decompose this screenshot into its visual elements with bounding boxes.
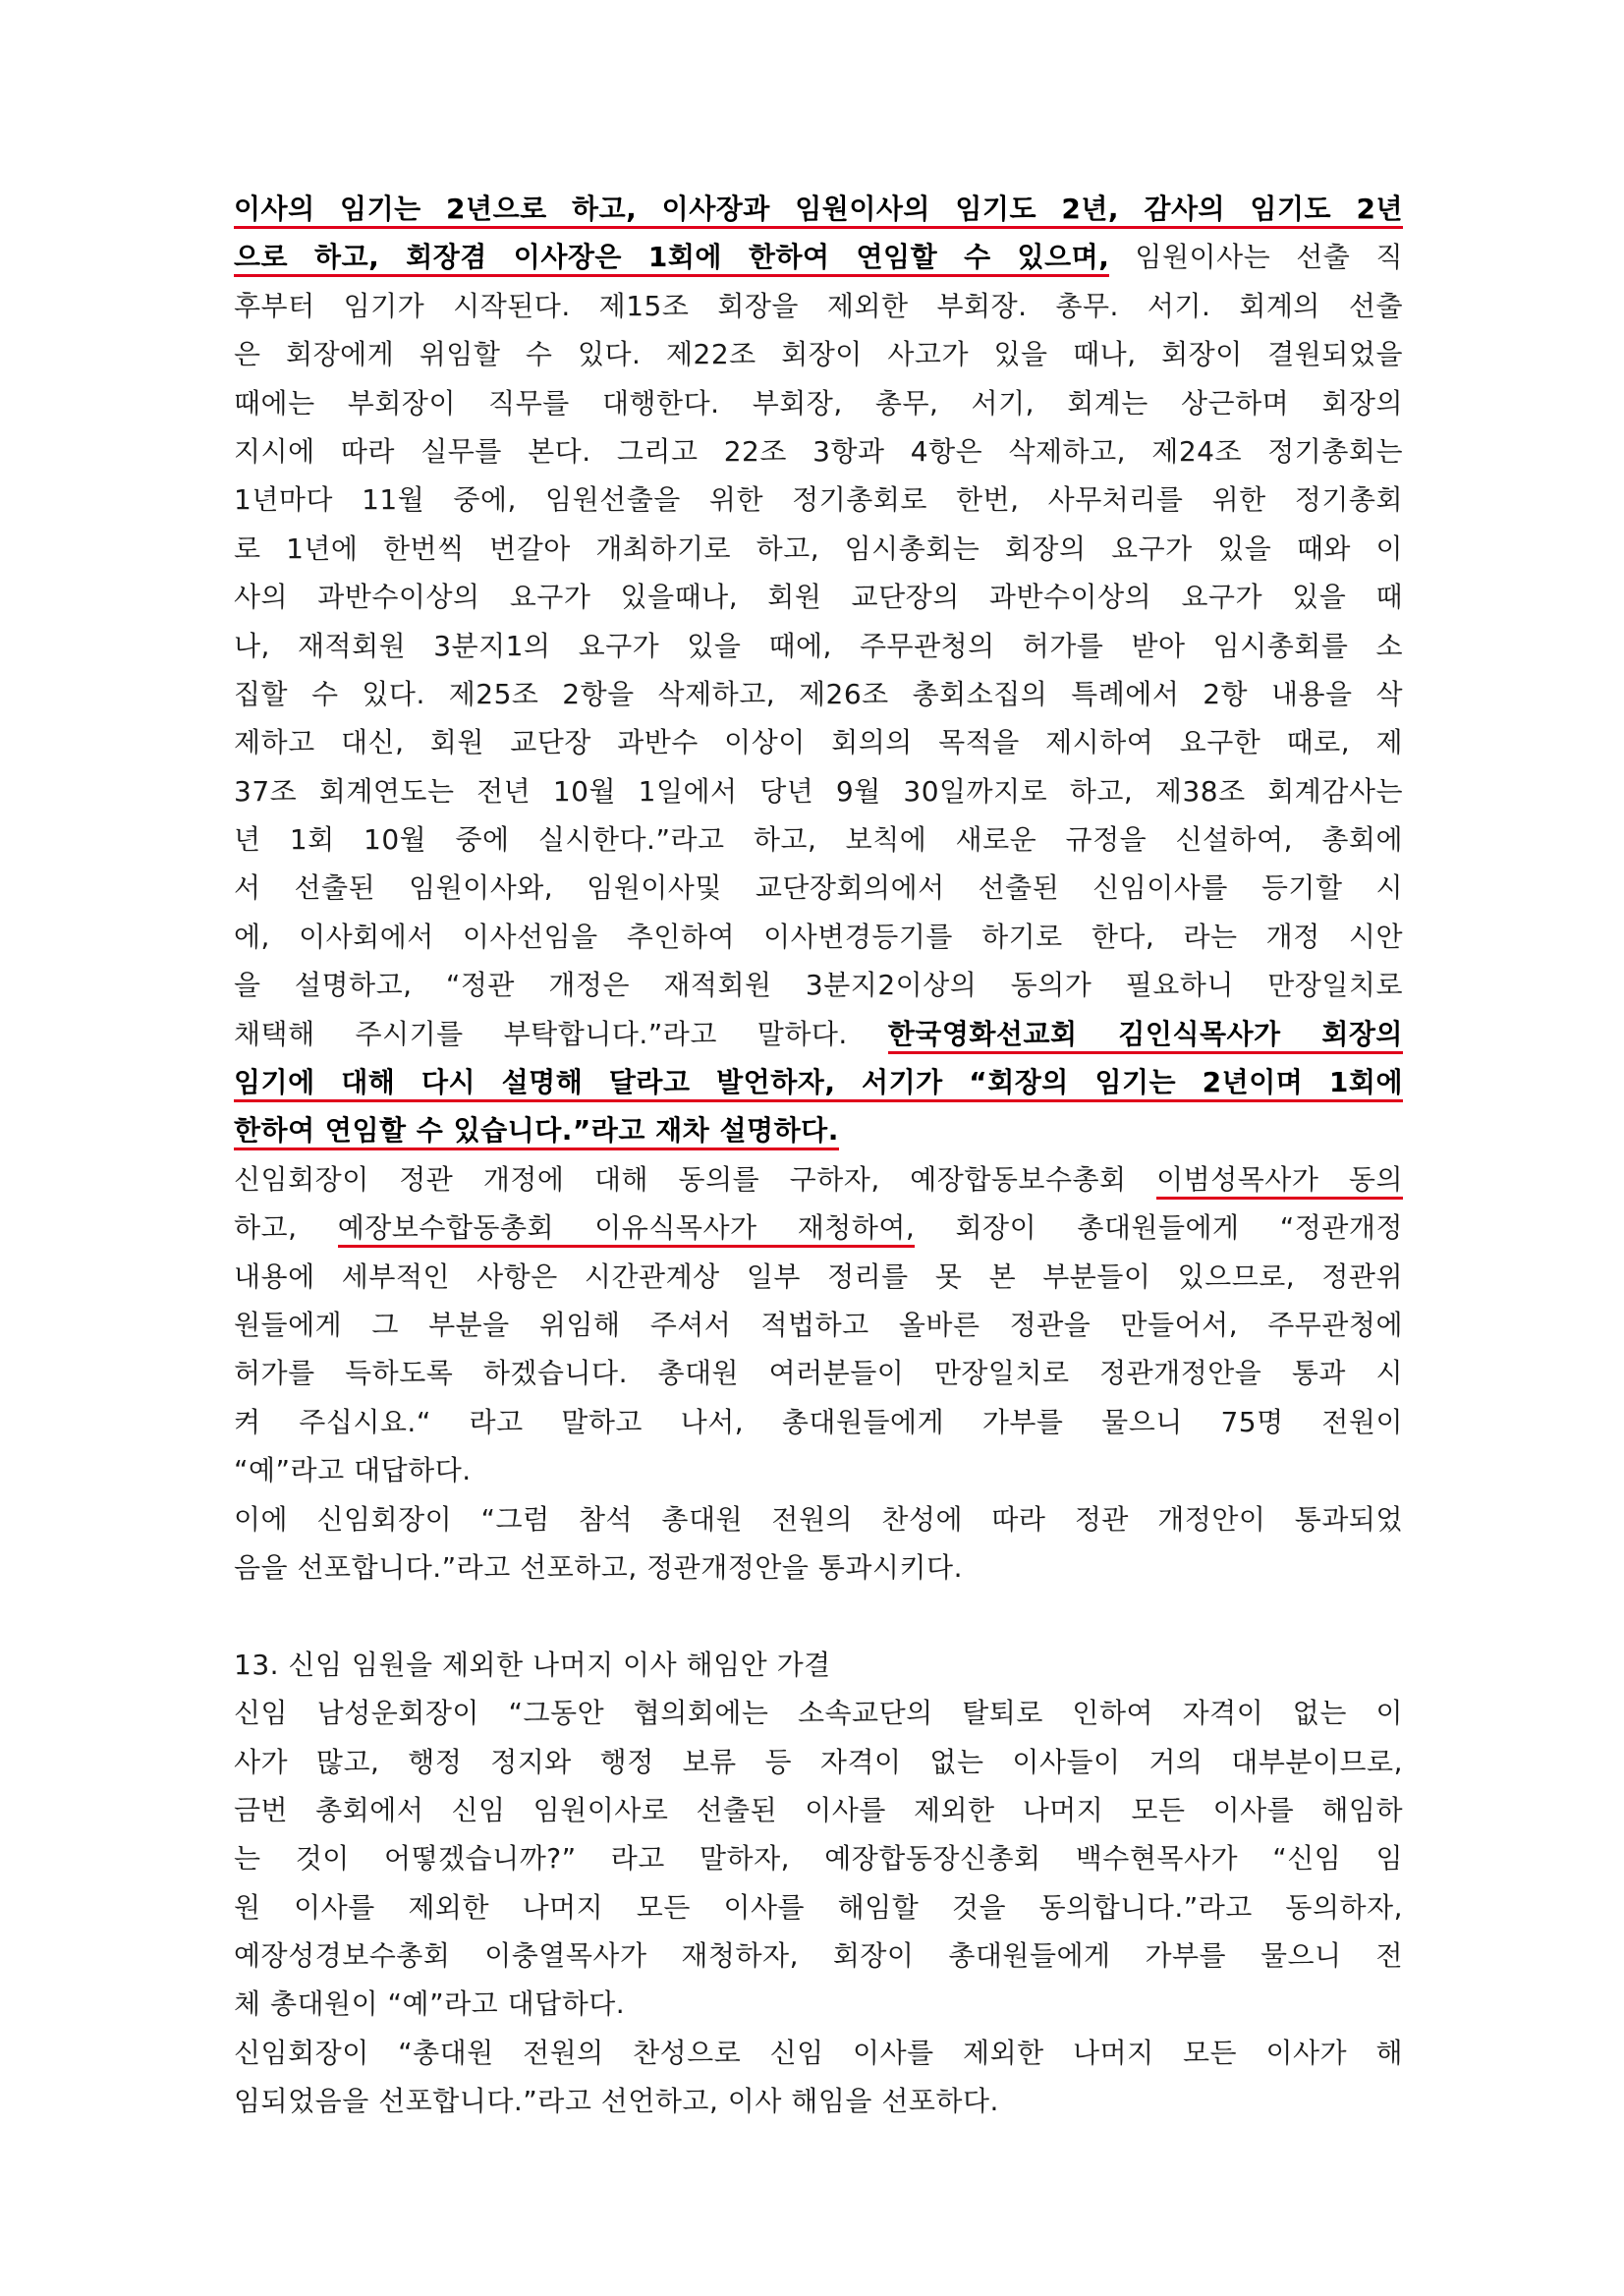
text-segment: 에, 이사회에서 이사선임을 추인하여 이사변경등기를 하기로 한다, 라는 개정 시안: [234, 920, 1403, 953]
text-line: [234, 1398, 1403, 1446]
blank-line: [234, 1592, 1403, 1640]
text-segment: 금번 총회에서 신임 임원이사로 선출된 이사를 제외한 나머지 모든 이사를 해임하: [234, 1793, 1403, 1826]
text-segment: 집할 수 있다. 제25조 2항을 삭제하고, 제26조 총회소집의 특례에서 2항 내용을 삭: [234, 677, 1403, 710]
text-line: [234, 1010, 1403, 1058]
text-line: [234, 1495, 1403, 1543]
text-line: [234, 1932, 1403, 1980]
text-segment: 1년마다 11월 중에, 임원선출을 위한 정기총회로 한번, 사무처리를 위한 정기총회: [234, 483, 1403, 517]
text-segment: 는 것이 어떻겠습니까?” 라고 말하자, 예장합동장신총회 백수현목사가 “신임 임: [234, 1842, 1403, 1876]
paragraph-articles-amendment: [234, 185, 1403, 1155]
text-line: [234, 718, 1403, 766]
text-line: [234, 1980, 1403, 2028]
text-line: [234, 815, 1403, 864]
paragraph-director-dismissal: [234, 1689, 1403, 2029]
text-line: [234, 961, 1403, 1009]
text-line: [234, 525, 1403, 573]
text-line: [234, 282, 1403, 330]
paragraph-amendment-vote: [234, 1155, 1403, 1495]
text-segment: 은 회장에게 위임할 수 있다. 제22조 회장이 사고가 있을 때나, 회장이 결원되었을: [234, 338, 1403, 371]
paragraph-amendment-passed: [234, 1495, 1403, 1593]
text-line: [234, 1349, 1403, 1397]
paragraph-dismissal-declared: [234, 2029, 1403, 2126]
text-line: [234, 1446, 1403, 1494]
text-line: [234, 1786, 1403, 1834]
text-line: [234, 1106, 1403, 1154]
text-segment: 켜 주십시요.“ 라고 말하고 나서, 총대원들에게 가부를 물으니 75명 전원이: [234, 1405, 1403, 1438]
underlined-text: 예장보수합동총회 이유식목사가 재청하여,: [338, 1211, 916, 1248]
text-segment: 이에 신임회장이 “그럼 참석 총대원 전원의 찬성에 따라 정관 개정안이 통과되었: [234, 1502, 1403, 1536]
text-segment: 하고,: [234, 1211, 338, 1245]
text-line: [234, 913, 1403, 961]
text-segment: 로 1년에 한번씩 번갈아 개최하기로 하고, 임시총회는 회장의 요구가 있을 때와 이: [234, 532, 1403, 565]
text-line: [234, 1253, 1403, 1301]
text-segment: 을 설명하고, “정관 개정은 재적회원 3분지2이상의 동의가 필요하니 만장일치로: [234, 969, 1403, 1002]
text-segment: 사의 과반수이상의 요구가 있을때나, 회원 교단장의 과반수이상의 요구가 있을 때: [234, 581, 1403, 614]
document-body: [234, 185, 1403, 2126]
text-segment: 내용에 세부적인 사항은 시간관계상 일부 정리를 못 본 부분들이 있으므로, 정관위: [234, 1260, 1403, 1293]
text-segment: 서 선출된 임원이사와, 임원이사및 교단장회의에서 선출된 신임이사를 등기할 시: [234, 871, 1403, 905]
text-segment: 임되었음을 선포합니다.”라고 선언하고, 이사 해임을 선포하다.: [234, 2085, 999, 2118]
text-line: [234, 670, 1403, 718]
text-line: [234, 233, 1403, 281]
text-segment: 신임회장이 정관 개정에 대해 동의를 구하자, 예장합동보수총회: [234, 1162, 1157, 1196]
text-segment: 채택해 주시기를 부탁합니다.”라고 말하다.: [234, 1017, 888, 1050]
text-line: [234, 573, 1403, 621]
highlighted-text: 이사의 임기는 2년으로 하고, 이사장과 임원이사의 임기도 2년, 감사의 임기도 2년: [234, 193, 1403, 229]
text-segment: 원들에게 그 부분을 위임해 주셔서 적법하고 올바른 정관을 만들어서, 주무관청에: [234, 1308, 1403, 1341]
text-line: [234, 2077, 1403, 2125]
text-segment: 후부터 임기가 시작된다. 제15조 회장을 제외한 부회장. 총무. 서기. 회계의 선출: [234, 289, 1403, 322]
text-segment: 허가를 득하도록 하겠습니다. 총대원 여러분들이 만장일치로 정관개정안을 통과 시: [234, 1357, 1403, 1390]
text-segment: 때에는 부회장이 직무를 대행한다. 부회장, 총무, 서기, 회계는 상근하며 회장의: [234, 386, 1403, 420]
text-segment: 임원이사는 선출 직: [1109, 241, 1403, 274]
text-line: [234, 2029, 1403, 2077]
text-line: [234, 330, 1403, 378]
text-line: [234, 185, 1403, 233]
text-line: [234, 864, 1403, 912]
text-segment: 신임 남성운회장이 “그동안 협의회에는 소속교단의 탈퇴로 인하여 자격이 없는 이: [234, 1697, 1403, 1730]
text-segment: 예장성경보수총회 이충열목사가 재청하자, 회장이 총대원들에게 가부를 물으니 전: [234, 1939, 1403, 1973]
highlighted-text: 임기에 대해 다시 설명해 달라고 발언하자, 서기가 “회장의 임기는 2년이며 1회에: [234, 1066, 1403, 1102]
text-line: [234, 1738, 1403, 1786]
text-segment: 음을 선포합니다.”라고 선포하고, 정관개정안을 통과시키다.: [234, 1550, 963, 1584]
text-line: [234, 1883, 1403, 1932]
text-segment: 나, 재적회원 3분지1의 요구가 있을 때에, 주무관청의 허가를 받아 임시총회를 소: [234, 629, 1403, 662]
text-segment: 년 1회 10월 중에 실시한다.”라고 하고, 보칙에 새로운 규정을 신설하여, 총회에: [234, 823, 1403, 857]
text-segment: 신임회장이 “총대원 전원의 찬성으로 신임 이사를 제외한 나머지 모든 이사가 해: [234, 2036, 1403, 2069]
text-line: [234, 379, 1403, 427]
text-segment: 지시에 따라 실무를 본다. 그리고 22조 3항과 4항은 삭제하고, 제24조 정기총회는: [234, 434, 1403, 468]
text-segment: 회장이 총대원들에게 “정관개정: [915, 1211, 1403, 1245]
text-line: [234, 767, 1403, 815]
text-segment: 사가 많고, 행정 정지와 행정 보류 등 자격이 없는 이사들이 거의 대부분이므로,: [234, 1745, 1403, 1778]
text-line: [234, 427, 1403, 476]
underlined-text: 이범성목사가 동의: [1156, 1163, 1403, 1200]
section-13-heading: 13. 신임 임원을 제외한 나머지 이사 해임안 가결: [234, 1648, 831, 1681]
text-line: [234, 1689, 1403, 1737]
text-segment: 체 총대원이 “예”라고 대답하다.: [234, 1988, 626, 2021]
text-line: [234, 1543, 1403, 1592]
text-line: [234, 1301, 1403, 1349]
highlighted-text: 한하여 연임할 수 있습니다.”라고 재차 설명하다.: [234, 1114, 839, 1150]
text-segment: 제하고 대신, 회원 교단장 과반수 이상이 회의의 목적을 제시하여 요구한 때로, 제: [234, 726, 1403, 759]
text-line: [234, 1834, 1403, 1882]
text-line: [234, 1058, 1403, 1106]
text-segment: 원 이사를 제외한 나머지 모든 이사를 해임할 것을 동의합니다.”라고 동의하자,: [234, 1890, 1403, 1924]
text-line: [234, 622, 1403, 670]
highlighted-text: 으로 하고, 회장겸 이사장은 1회에 한하여 연임할 수 있으며,: [234, 241, 1109, 277]
text-line: [234, 1204, 1403, 1252]
highlighted-text: 한국영화선교회 김인식목사가 회장의: [888, 1018, 1403, 1054]
text-line: [234, 1155, 1403, 1204]
text-segment: “예”라고 대답하다.: [234, 1454, 472, 1487]
text-segment: 37조 회계연도는 전년 10월 1일에서 당년 9월 30일까지로 하고, 제38조 회계감사는: [234, 774, 1403, 808]
text-line: [234, 476, 1403, 524]
